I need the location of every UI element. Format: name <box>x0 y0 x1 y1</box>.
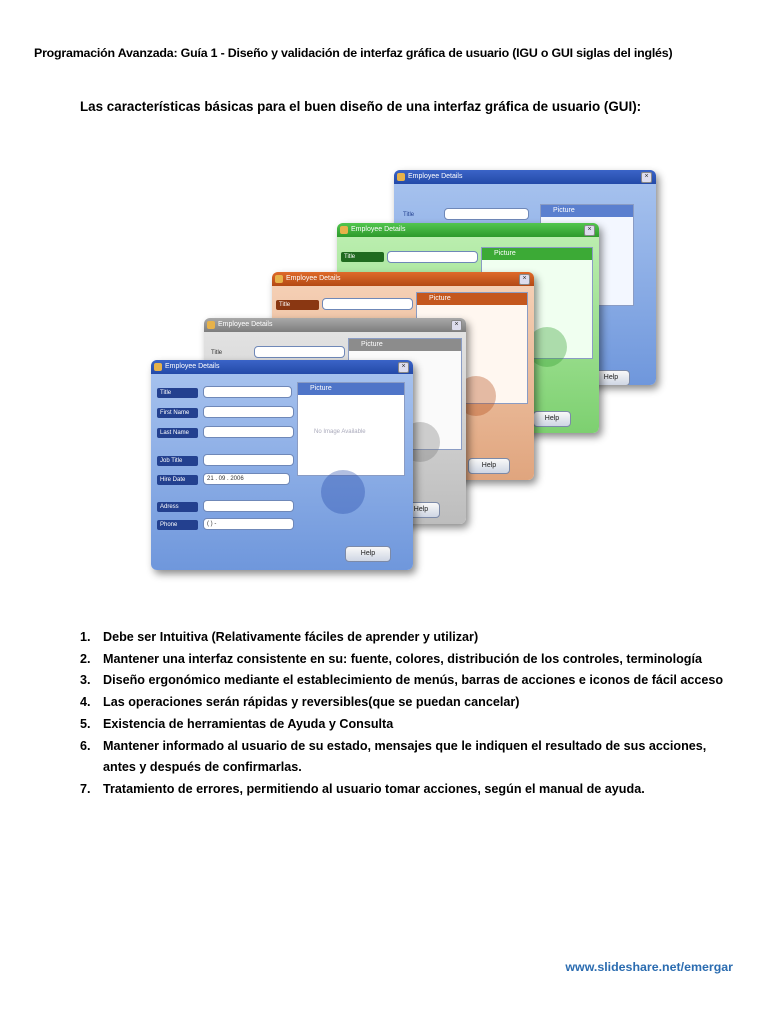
title-dropdown <box>254 346 345 358</box>
label-title: Title <box>157 388 198 398</box>
window-title: Employee Details <box>351 226 406 233</box>
label-hire-date: Hire Date <box>157 475 198 485</box>
picture-label: Picture <box>494 250 516 257</box>
close-icon: × <box>519 274 530 285</box>
job-title-field <box>203 454 294 466</box>
list-item: 7. Tratamiento de errores, permitiendo al usuario tomar acciones, según el manual de ayuda. <box>80 781 645 796</box>
address-field <box>203 500 294 512</box>
section-heading: Las características básicas para el buen diseño de una interfaz gráfica de usuario (GUI): <box>80 99 642 114</box>
picture-label: Picture <box>553 207 575 214</box>
app-icon <box>397 173 405 181</box>
label-title: Title <box>276 300 319 310</box>
label-phone: Phone <box>157 520 198 530</box>
label-title: Title <box>403 212 415 218</box>
app-icon <box>340 226 348 234</box>
list-item: 5. Existencia de herramientas de Ayuda y Consulta <box>80 716 394 731</box>
title-dropdown <box>203 386 292 398</box>
label-job-title: Job Title <box>157 456 198 466</box>
hire-date-field: 21 . 09 . 2006 <box>203 473 290 485</box>
phone-field: ( ) - <box>203 518 294 530</box>
list-item: 2. Mantener una interfaz consistente en su: fuente, colores, distribución de los controles, terminología <box>80 651 703 666</box>
window-title: Employee Details <box>286 275 341 282</box>
title-dropdown <box>387 251 478 263</box>
window-title: Employee Details <box>165 363 220 370</box>
picture-panel <box>297 382 405 476</box>
last-name-field <box>203 426 294 438</box>
characteristics-list <box>80 627 740 801</box>
source-link[interactable]: www.slideshare.net/emergar <box>565 960 733 974</box>
close-icon: × <box>398 362 409 373</box>
no-image-text: No Image Available <box>314 429 366 435</box>
picture-label: Picture <box>310 385 332 392</box>
first-name-field <box>203 406 294 418</box>
label-address: Adress <box>157 502 198 512</box>
close-icon: × <box>584 225 595 236</box>
list-item: 4. Las operaciones serán rápidas y reversibles(que se puedan cancelar) <box>80 695 520 710</box>
app-icon <box>154 363 162 371</box>
list-item: 1. Debe ser Intuitiva (Relativamente fáciles de aprender y utilizar) <box>80 630 479 644</box>
label-title: Title <box>341 252 384 262</box>
close-icon: × <box>451 320 462 331</box>
help-button: Help <box>468 458 510 474</box>
person-placeholder-icon <box>321 470 365 514</box>
window-title: Employee Details <box>408 173 463 180</box>
label-last-name: Last Name <box>157 428 198 438</box>
list-item: 6. Mantener informado al usuario de su estado, mensajes que le indiquen el resultado de sus acciones, antes y después de confirmarlas. <box>80 738 707 775</box>
help-button: Help <box>592 370 630 385</box>
title-dropdown <box>322 298 413 310</box>
title-dropdown <box>444 208 529 220</box>
label-title: Title <box>211 350 223 356</box>
picture-label: Picture <box>361 341 383 348</box>
help-button: Help <box>345 546 391 562</box>
app-icon <box>207 321 215 329</box>
window-title: Employee Details <box>218 321 273 328</box>
app-icon <box>275 275 283 283</box>
help-button: Help <box>402 502 440 518</box>
employee-window-blue-front <box>151 360 413 570</box>
close-icon: × <box>641 172 652 183</box>
list-item: 3. Diseño ergonómico mediante el establecimiento de menús, barras de acciones e iconos de fácil acceso <box>80 673 724 688</box>
document-header: Programación Avanzada: Guía 1 - Diseño y validación de interfaz gráfica de usuario (IGU o GUI siglas del inglés) <box>34 46 673 60</box>
help-button: Help <box>533 411 571 427</box>
label-first-name: First Name <box>157 408 198 418</box>
picture-label: Picture <box>429 295 451 302</box>
